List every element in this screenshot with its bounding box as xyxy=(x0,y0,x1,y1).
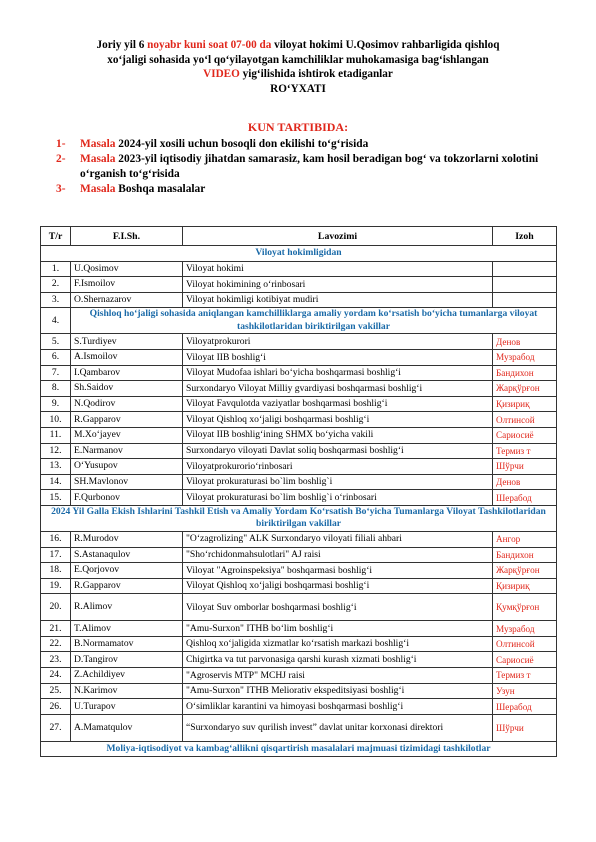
table-row xyxy=(41,490,557,506)
district-note: Қизириқ xyxy=(493,578,557,594)
person-name: B.Normamatov xyxy=(71,636,183,652)
position-title: "Amu-Surxon" ITHB bo‘lim boshlig‘i xyxy=(183,621,493,637)
table-row xyxy=(41,668,557,684)
table-row xyxy=(41,683,557,699)
district-note: Сариосиё xyxy=(493,427,557,443)
meeting-time: noyabr kuni soat 07-00 da xyxy=(147,39,272,51)
person-name: I.Qambarov xyxy=(71,365,183,381)
position-title: Viloyat hokimining o‘rinbosari xyxy=(183,277,493,293)
section-header-row xyxy=(41,741,557,757)
district-note: Термиз т xyxy=(493,443,557,459)
agenda-item-text: 2023-yil iqtisodiy jihatdan samarasiz, kam hosil beradigan bog‘ va tokzorlarni xolotini o‘rganish to‘g‘risida xyxy=(80,153,539,180)
person-name: D.Tangirov xyxy=(71,652,183,668)
table-row xyxy=(41,292,557,308)
table-row xyxy=(41,427,557,443)
agenda-item-number: 2- xyxy=(56,153,66,165)
position-title: Viloyat Qishloq xo‘jaligi boshqarmasi boshlig‘i xyxy=(183,578,493,594)
heading-line-1: Joriy yil 6 noyabr kuni soat 07-00 da viloyat hokimi U.Qosimov rahbarligida qishloq xyxy=(96,39,500,51)
district-note: Денов xyxy=(493,334,557,350)
district-note: Бандихон xyxy=(493,547,557,563)
participants-table xyxy=(40,226,557,757)
agenda-item-text: 2024-yil xosili uchun bosoqli don ekilishi to‘g‘risida xyxy=(115,138,369,150)
agenda-item-label: Masala xyxy=(80,153,116,165)
position-title: Viloyat hokimligi kotibiyat mudiri xyxy=(183,292,493,308)
column-header-number: T/r xyxy=(41,227,71,246)
district-note: Шўрчи xyxy=(493,714,557,741)
district-note: Жарқўрғон xyxy=(493,563,557,579)
heading-line-2: xo‘jaligi sohasida yo‘l qo‘yilayotgan kamchiliklar muhokamasiga bag‘ishlangan xyxy=(107,53,489,66)
district-note xyxy=(493,292,557,308)
heading-line-3: VIDEO yig‘ilishida ishtirok etadiganlar xyxy=(203,68,393,80)
row-number: 21. xyxy=(41,621,71,637)
person-name: F.Ismoilov xyxy=(71,277,183,293)
row-number: 18. xyxy=(41,563,71,579)
district-note: Олтинсой xyxy=(493,412,557,428)
position-title: Viloyatprokurorio‘rinbosari xyxy=(183,459,493,475)
position-title: "Amu-Surxon" ITHB Meliorativ ekspeditsiyasi boshlig‘i xyxy=(183,683,493,699)
section-title: 2024 Yil Galla Ekish Ishlarini Tashkil Etish va Amaliy Yordam Ko‘rsatish Bo‘yicha Tumanlarga Viloyat Tashkilotlaridan biriktirilgan vakillar xyxy=(41,505,557,531)
person-name: R.Alimov xyxy=(71,594,183,621)
person-name: T.Alimov xyxy=(71,621,183,637)
column-header-note: Izoh xyxy=(493,227,557,246)
section-header-row xyxy=(41,246,557,262)
row-number: 16. xyxy=(41,531,71,547)
video-label: VIDEO xyxy=(203,68,240,80)
district-note: Сариосиё xyxy=(493,652,557,668)
district-note: Қизириқ xyxy=(493,396,557,412)
table-row xyxy=(41,621,557,637)
district-note: Бандихон xyxy=(493,365,557,381)
agenda-item-number: 3- xyxy=(56,183,66,195)
district-note: Термиз т xyxy=(493,668,557,684)
person-name: R.Gapparov xyxy=(71,412,183,428)
person-name: N.Karimov xyxy=(71,683,183,699)
position-title: “Surxondaryo suv qurilish invest” davlat unitar korxonasi direktori xyxy=(183,714,493,741)
position-title: Viloyat Suv omborlar boshqarmasi boshlig‘i xyxy=(183,594,493,621)
position-title: Qishloq xo‘jaligida xizmatlar ko‘rsatish markazi boshlig‘i xyxy=(183,636,493,652)
position-title: Chigirtka va tut parvonasiga qarshi kurash xizmati boshlig‘i xyxy=(183,652,493,668)
row-number: 11. xyxy=(41,427,71,443)
agenda-item-number: 1- xyxy=(56,138,66,150)
table-body xyxy=(41,246,557,757)
person-name: R.Gapparov xyxy=(71,578,183,594)
agenda-item xyxy=(56,137,546,152)
row-number: 20. xyxy=(41,594,71,621)
person-name: F.Qurbonov xyxy=(71,490,183,506)
district-note: Ангор xyxy=(493,531,557,547)
person-name: E.Narmanov xyxy=(71,443,183,459)
district-note: Узун xyxy=(493,683,557,699)
row-number: 14. xyxy=(41,474,71,490)
table-row xyxy=(41,396,557,412)
row-number: 24. xyxy=(41,668,71,684)
row-number: 1. xyxy=(41,261,71,277)
table-row xyxy=(41,594,557,621)
column-header-position: Lavozimi xyxy=(183,227,493,246)
table-row xyxy=(41,412,557,428)
section-header-row xyxy=(41,308,557,334)
agenda-item-label: Masala xyxy=(80,183,116,195)
section-title: Viloyat hokimligidan xyxy=(41,246,557,262)
document-heading xyxy=(40,38,556,96)
person-name: R.Murodov xyxy=(71,531,183,547)
position-title: Surxondaryo Viloyat Milliy gvardiyasi boshqarmasi boshlig‘i xyxy=(183,381,493,397)
section-number: 4. xyxy=(41,308,71,334)
row-number: 15. xyxy=(41,490,71,506)
district-note: Олтинсой xyxy=(493,636,557,652)
row-number: 9. xyxy=(41,396,71,412)
row-number: 5. xyxy=(41,334,71,350)
agenda-item-text: Boshqa masalalar xyxy=(115,183,206,195)
person-name: A.Ismoilov xyxy=(71,349,183,365)
person-name: N.Qodirov xyxy=(71,396,183,412)
position-title: "Agroservis MTP" MCHJ raisi xyxy=(183,668,493,684)
position-title: O‘simliklar karantini va himoyasi boshqarmasi boshlig‘i xyxy=(183,699,493,715)
person-name: U.Turapov xyxy=(71,699,183,715)
position-title: Viloyat prokuraturasi bo`lim boshlig`i o‘rinbosari xyxy=(183,490,493,506)
row-number: 22. xyxy=(41,636,71,652)
person-name: E.Qorjovov xyxy=(71,563,183,579)
table-row xyxy=(41,261,557,277)
position-title: "Sho‘rchidonmahsulotlari" AJ raisi xyxy=(183,547,493,563)
table-row xyxy=(41,578,557,594)
agenda-item xyxy=(56,152,546,182)
person-name: S.Turdiyev xyxy=(71,334,183,350)
person-name: S.Astanaqulov xyxy=(71,547,183,563)
table-row xyxy=(41,474,557,490)
row-number: 25. xyxy=(41,683,71,699)
agenda-list xyxy=(56,137,546,197)
row-number: 19. xyxy=(41,578,71,594)
position-title: Viloyat Qishloq xo‘jaligi boshqarmasi boshlig‘i xyxy=(183,412,493,428)
district-note: Қумқўрғон xyxy=(493,594,557,621)
table-header-row xyxy=(41,227,557,246)
table-row xyxy=(41,277,557,293)
district-note: Денов xyxy=(493,474,557,490)
agenda-title: KUN TARTIBIDA: xyxy=(247,120,349,134)
position-title: Viloyat IIB boshlig‘i xyxy=(183,349,493,365)
person-name: A.Mamatqulov xyxy=(71,714,183,741)
row-number: 8. xyxy=(41,381,71,397)
district-note: Музрабод xyxy=(493,349,557,365)
table-row xyxy=(41,563,557,579)
person-name: SH.Mavlonov xyxy=(71,474,183,490)
district-note: Шерабод xyxy=(493,490,557,506)
table-row xyxy=(41,699,557,715)
row-number: 2. xyxy=(41,277,71,293)
table-row xyxy=(41,652,557,668)
row-number: 17. xyxy=(41,547,71,563)
person-name: Z.Achildiyev xyxy=(71,668,183,684)
agenda-item xyxy=(56,182,546,197)
person-name: Sh.Saidov xyxy=(71,381,183,397)
position-title: Surxondaryo viloyati Davlat soliq boshqarmasi boshlig‘i xyxy=(183,443,493,459)
person-name: O.Shernazarov xyxy=(71,292,183,308)
section-header-row xyxy=(41,505,557,531)
table-row xyxy=(41,349,557,365)
row-number: 26. xyxy=(41,699,71,715)
table-row xyxy=(41,636,557,652)
table-row xyxy=(41,547,557,563)
table-row xyxy=(41,381,557,397)
position-title: Viloyat hokimi xyxy=(183,261,493,277)
section-title: Qishloq ho‘jaligi sohasida aniqlangan kamchilliklarga amaliy yordam ko‘rsatish bo‘yicha tumanlarga viloyat tashkilotlaridan biriktirilgan vakillar xyxy=(71,308,557,334)
row-number: 7. xyxy=(41,365,71,381)
section-title: Moliya-iqtisodiyot va kambag‘allikni qisqartirish masalalari majmuasi tizimidagi tashkilotlar xyxy=(41,741,557,757)
position-title: Viloyat "Agroinspeksiya" boshqarmasi boshlig‘i xyxy=(183,563,493,579)
table-row xyxy=(41,334,557,350)
row-number: 12. xyxy=(41,443,71,459)
person-name: U.Qosimov xyxy=(71,261,183,277)
column-header-name: F.I.Sh. xyxy=(71,227,183,246)
position-title: Viloyat IIB boshlig‘ining SHMX bo‘yicha vakili xyxy=(183,427,493,443)
district-note xyxy=(493,277,557,293)
district-note: Шўрчи xyxy=(493,459,557,475)
district-note: Жарқўрғон xyxy=(493,381,557,397)
person-name: O‘Yusupov xyxy=(71,459,183,475)
row-number: 23. xyxy=(41,652,71,668)
position-title: Viloyat Favqulotda vaziyatlar boshqarmasi boshlig‘i xyxy=(183,396,493,412)
row-number: 3. xyxy=(41,292,71,308)
table-row xyxy=(41,365,557,381)
agenda-item-label: Masala xyxy=(80,138,116,150)
district-note: Шерабод xyxy=(493,699,557,715)
table-row xyxy=(41,443,557,459)
district-note: Музрабод xyxy=(493,621,557,637)
row-number: 13. xyxy=(41,459,71,475)
table-row xyxy=(41,459,557,475)
position-title: Viloyat Mudofaa ishlari bo‘yicha boshqarmasi boshlig‘i xyxy=(183,365,493,381)
list-title: RO‘YXATI xyxy=(270,82,326,95)
row-number: 10. xyxy=(41,412,71,428)
table-row xyxy=(41,714,557,741)
row-number: 27. xyxy=(41,714,71,741)
table-row xyxy=(41,531,557,547)
row-number: 6. xyxy=(41,349,71,365)
position-title: "O‘zagrolizing" ALK Surxondaryo viloyati filiali ahbari xyxy=(183,531,493,547)
position-title: Viloyatprokurori xyxy=(183,334,493,350)
position-title: Viloyat prokuraturasi bo`lim boshlig`i xyxy=(183,474,493,490)
person-name: M.Xo‘jayev xyxy=(71,427,183,443)
district-note xyxy=(493,261,557,277)
